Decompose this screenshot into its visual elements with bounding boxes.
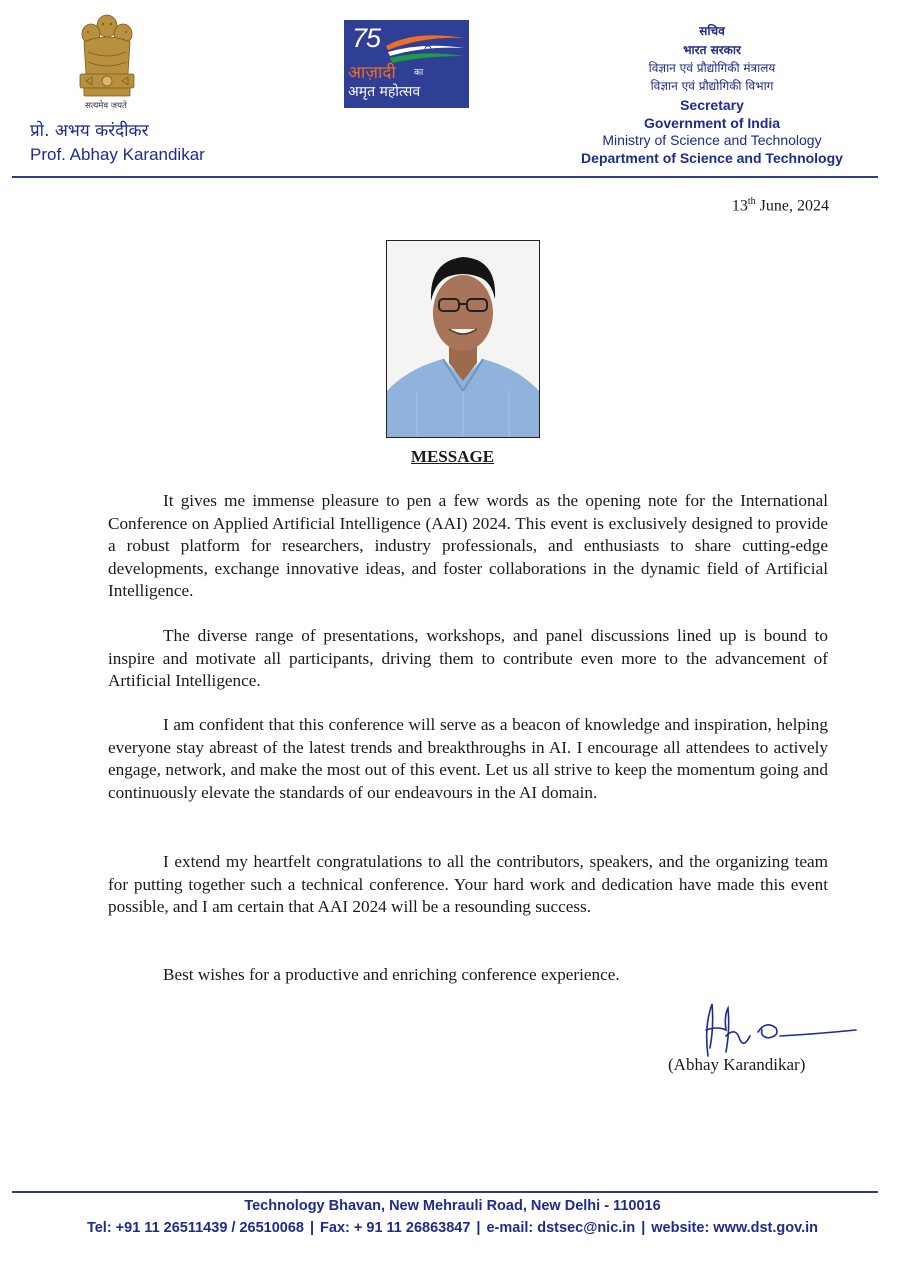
government-hindi: भारत सरकार xyxy=(683,43,741,57)
message-title: MESSAGE xyxy=(410,447,495,466)
message-paragraph-4: I extend my heartfelt congratulations to all the contributors, speakers, and the organizing team for putting together such a technical conference. Your hard work and dedication have made this event possible, and I am certain that AAI 2024 will be a resounding success. xyxy=(108,852,828,916)
header-divider xyxy=(12,176,878,178)
message-paragraph-5: Best wishes for a productive and enriching conference experience. xyxy=(163,965,620,984)
date-rest: June, 2024 xyxy=(755,197,829,215)
ministry-english: Ministry of Science and Technology xyxy=(602,132,822,148)
message-paragraph-1: It gives me immense pleasure to pen a few words as the opening note for the International Conference on Applied Artificial Intelligence (AAI) 2024. This event is exclusively designed to provide a robust platform for researchers, industry professionals, and enthusiasts to share cutting-edge developments, exchange innovative ideas, and foster collaborations in the dynamic field of Artificial Intelligence. xyxy=(108,491,828,600)
letter-date xyxy=(732,196,829,215)
footer-email[interactable]: e-mail: dstsec@nic.in xyxy=(486,1220,636,1236)
signatory-name: (Abhay Karandikar) xyxy=(668,1055,806,1074)
portrait-photo xyxy=(386,240,540,438)
person-portrait-icon xyxy=(387,241,539,437)
department-english: Department of Science and Technology xyxy=(581,150,843,166)
department-hindi: विज्ञान एवं प्रौद्योगिकी विभाग xyxy=(650,79,774,93)
footer-fax: Fax: + 91 11 26863847 xyxy=(320,1220,471,1236)
ministry-hindi: विज्ञान एवं प्रौद्योगिकी मंत्रालय xyxy=(648,61,776,75)
message-paragraph-2: The diverse range of presentations, workshops, and panel discussions lined up is bound to inspire and motivate all participants, driving them to contribute even more to the advancement of Artificial Intelligence. xyxy=(108,626,828,690)
name-hindi: प्रो. अभय करंदीकर xyxy=(30,121,149,141)
flag-swoosh-icon xyxy=(384,30,466,64)
footer-contact xyxy=(0,1220,905,1236)
handwritten-signature-icon xyxy=(696,996,860,1060)
date-day: 13 xyxy=(731,197,748,215)
azadi-ka-amrit-mahotsav-logo xyxy=(344,20,469,108)
government-english: Government of India xyxy=(643,115,781,131)
message-paragraph-3: I am confident that this conference will serve as a beacon of knowledge and inspiration, helping everyone stay abreast of the latest trends and breakthroughs in AI. I encourage all attendees to actively engage, network, and make the most out of this event. Let us all strive to keep the momentum going and continuously elevate the standards of our endeavours in the AI domain. xyxy=(108,715,828,802)
date-suffix: th xyxy=(747,196,756,207)
footer-separator: | xyxy=(641,1220,646,1236)
logo-text-ka: का xyxy=(414,68,424,78)
logo-number: 75 xyxy=(352,23,381,53)
footer-separator: | xyxy=(309,1220,315,1236)
footer-divider xyxy=(12,1191,878,1193)
emblem-motto: सत्यमेव जयते xyxy=(85,101,127,111)
footer-address: Technology Bhavan, New Mehrauli Road, New Delhi - 110016 xyxy=(244,1198,661,1214)
logo-text-line1: आज़ादी xyxy=(348,63,396,83)
footer-website[interactable]: website: www.dst.gov.in xyxy=(651,1220,819,1236)
name-english: Prof. Abhay Karandikar xyxy=(30,145,205,164)
title-hindi: सचिव xyxy=(699,24,725,38)
footer-separator: | xyxy=(476,1220,481,1236)
logo-text-line2: अमृत महोत्सव xyxy=(348,84,421,100)
national-emblem-icon xyxy=(74,12,140,112)
footer-tel: Tel: +91 11 26511439 / 26510068 xyxy=(86,1220,304,1236)
title-english: Secretary xyxy=(680,97,744,113)
